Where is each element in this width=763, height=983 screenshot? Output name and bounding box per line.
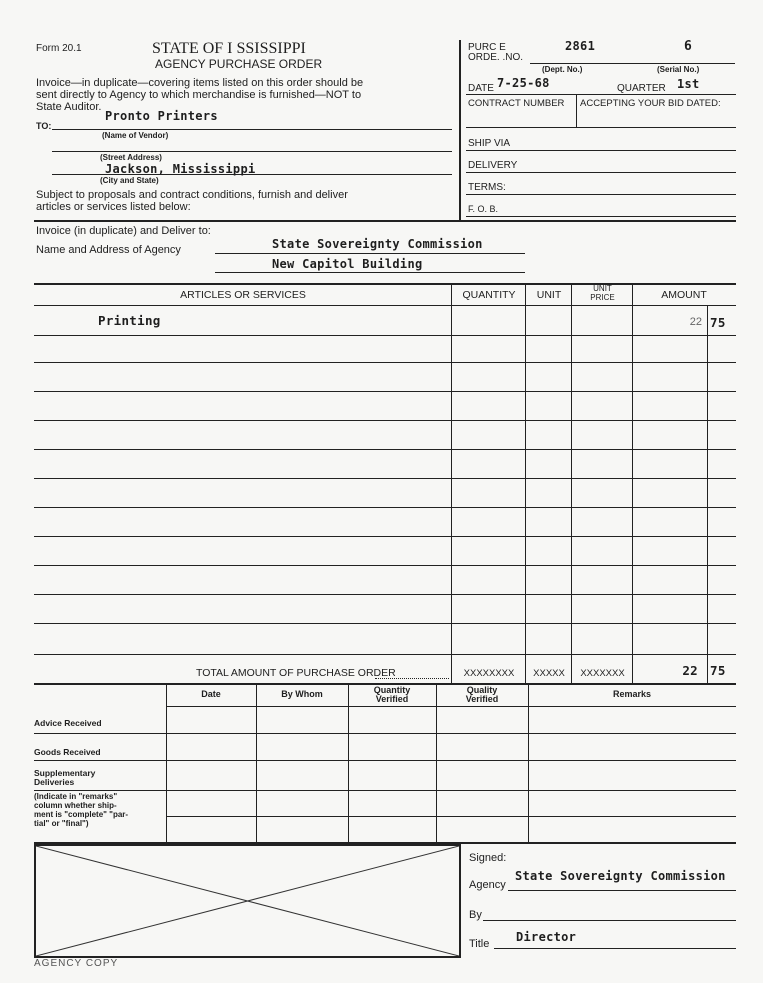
header-unit-price: UNIT PRICE — [590, 284, 615, 302]
vendor-name: Pronto Printers — [105, 109, 218, 123]
receipt-col-remarks — [528, 685, 529, 842]
goods-received-label: Goods Received — [34, 747, 101, 757]
signature-title-line — [494, 948, 736, 949]
row-line — [34, 507, 736, 508]
signature-title: Director — [516, 930, 577, 944]
purchase-order-label: PURC E ORDE. .NO. — [468, 42, 524, 63]
total-cents: 75 — [710, 663, 726, 678]
city-caption: (City and State) — [100, 176, 159, 185]
agency-address-line — [215, 272, 525, 273]
item-article: Printing — [98, 313, 161, 328]
row-line — [34, 362, 736, 363]
row-line — [34, 654, 736, 655]
receipt-col-quantity — [348, 685, 349, 842]
street-line — [52, 151, 452, 152]
receipt-col-by-whom — [256, 685, 257, 842]
delivery-line — [466, 172, 736, 173]
ship-via-line — [466, 150, 736, 151]
form-number: Form 20.1 — [36, 43, 82, 54]
to-label: TO: — [36, 121, 52, 131]
row-line — [34, 594, 736, 595]
total-leader — [375, 678, 449, 679]
date-line — [466, 94, 736, 95]
signature-agency: State Sovereignty Commission — [515, 869, 726, 883]
receipt-header-quantity-verified: Quantity Verified — [373, 685, 411, 704]
agency-address: New Capitol Building — [272, 257, 423, 271]
receipt-header-bottom — [166, 706, 736, 707]
col-line-quantity — [451, 283, 452, 685]
void-cross-icon — [36, 846, 459, 956]
delivery-label: DELIVERY — [468, 160, 518, 171]
quarter-label: QUARTER — [617, 83, 666, 94]
date-label: DATE — [468, 83, 494, 94]
terms-line — [466, 194, 736, 195]
contract-number-label: CONTRACT NUMBER — [468, 98, 565, 109]
agency-name-line — [215, 253, 525, 254]
signed-label: Signed: — [469, 852, 507, 864]
serial-number: 6 — [684, 39, 693, 54]
deliver-to-line: Invoice (in duplicate) and Deliver to: — [36, 225, 211, 237]
header-bottom-rule — [34, 220, 736, 222]
col-line-unit — [525, 283, 526, 685]
row-line — [34, 420, 736, 421]
vendor-city: Jackson, Mississippi — [105, 162, 256, 176]
void-box — [34, 844, 461, 958]
agency-address-label: Name and Address of Agency — [36, 244, 181, 256]
receipt-header-by-whom: By Whom — [281, 689, 323, 699]
vendor-name-caption: (Name of Vendor) — [102, 131, 169, 140]
row-line — [34, 335, 736, 336]
contract-divider — [576, 95, 577, 128]
advice-received-label: Advice Received — [34, 718, 102, 728]
item-amount-cents: 75 — [710, 315, 726, 330]
items-header-bottom — [34, 305, 736, 306]
row-line — [34, 536, 736, 537]
order-number-line — [530, 63, 735, 64]
row-line — [34, 623, 736, 624]
accepting-bid-label: ACCEPTING YOUR BID DATED: — [580, 98, 721, 109]
dept-number: 2861 — [565, 39, 596, 53]
order-date: 7-25-68 — [497, 76, 550, 90]
receipt-row-line — [34, 733, 736, 734]
serial-caption: (Serial No.) — [657, 65, 700, 74]
header-quantity: QUANTITY — [462, 289, 516, 301]
receipt-col-date — [166, 685, 167, 842]
quarter-value: 1st — [677, 77, 700, 91]
contract-line — [466, 127, 736, 128]
fob-label: F. O. B. — [468, 204, 499, 214]
city-line — [52, 174, 452, 175]
col-line-amount — [632, 283, 633, 685]
signature-agency-label: Agency — [469, 879, 506, 891]
shipment-note: (Indicate in "remarks" column whether ship- ment is "complete" "par- tial" or "final") — [34, 792, 129, 828]
row-line — [34, 449, 736, 450]
row-line — [34, 391, 736, 392]
dept-caption: (Dept. No.) — [542, 65, 583, 74]
header-amount: AMOUNT — [661, 289, 707, 301]
total-dollars: 22 — [682, 663, 698, 678]
total-price-mask: XXXXXXX — [580, 668, 625, 679]
ship-via-label: SHIP VIA — [468, 138, 511, 149]
total-quantity-mask: XXXXXXXX — [463, 668, 515, 679]
header-unit: UNIT — [536, 289, 562, 301]
receipt-header-quality-verified: Quality Verified — [465, 685, 499, 704]
form-title: STATE OF I SSISSIPPI — [152, 40, 306, 57]
form-subtitle: AGENCY PURCHASE ORDER — [155, 57, 323, 71]
signature-agency-line — [508, 890, 736, 891]
total-label: TOTAL AMOUNT OF PURCHASE ORDER — [196, 667, 396, 679]
row-line — [34, 478, 736, 479]
receipt-header-date: Date — [201, 689, 221, 699]
receipt-col-quality — [436, 685, 437, 842]
agency-name: State Sovereignty Commission — [272, 237, 483, 251]
col-line-unit-price — [571, 283, 572, 685]
total-unit-mask: XXXXX — [533, 668, 565, 679]
vendor-name-line — [52, 129, 452, 130]
supplementary-label: Supplementary Deliveries — [34, 768, 96, 787]
terms-label: TERMS: — [468, 182, 506, 193]
signature-by-label: By — [469, 909, 482, 921]
header-divider — [459, 40, 461, 220]
subject-text: Subject to proposals and contract conditions, furnish and deliver articles or services listed below: — [36, 189, 348, 213]
header-articles: ARTICLES OR SERVICES — [180, 289, 306, 301]
receipt-row-line — [166, 816, 736, 817]
street-caption: (Street Address) — [100, 153, 162, 162]
item-amount-dollars: 22 — [689, 316, 702, 328]
receipt-row-line — [34, 790, 736, 791]
receipt-header-remarks: Remarks — [612, 689, 652, 699]
invoice-instructions: Invoice—in duplicate—covering items listed on this order should be sent directly to Agency to which merchandise is furnished—NOT to State Auditor. — [36, 77, 364, 113]
signature-by-line — [483, 920, 736, 921]
copy-label: AGENCY COPY — [34, 958, 119, 969]
fob-line — [466, 216, 736, 217]
row-line — [34, 565, 736, 566]
receipt-row-line — [34, 760, 736, 761]
signature-title-label: Title — [469, 938, 490, 950]
